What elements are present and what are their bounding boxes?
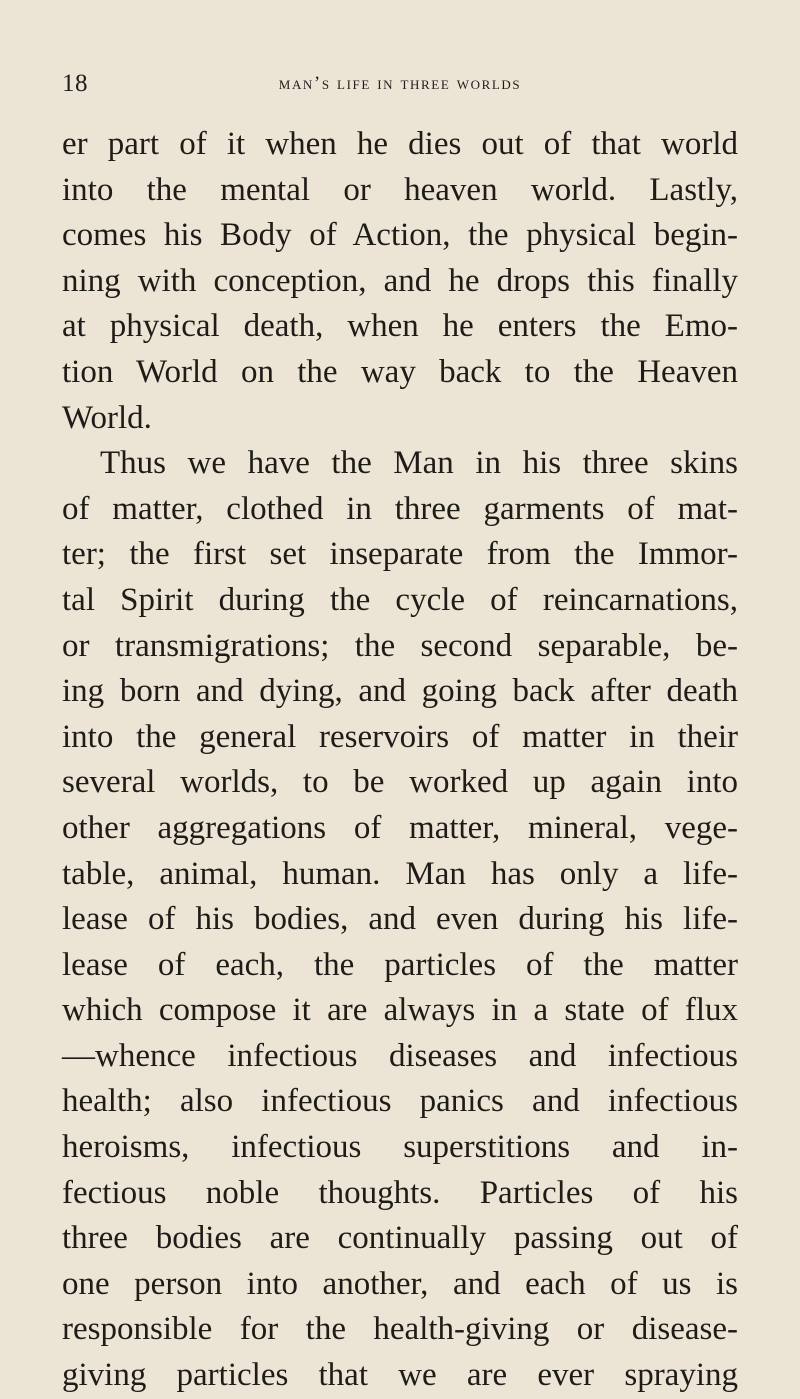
text-line: three bodies are continually passing out of bbox=[62, 1220, 738, 1257]
text-line: ter; the first set inseparate from the Immor- bbox=[62, 536, 738, 573]
text-line: comes his Body of Action, the physical begin- bbox=[62, 217, 738, 254]
text-line: responsible for the health-giving or disease- bbox=[62, 1311, 738, 1348]
text-line: ning with conception, and he drops this finally bbox=[62, 262, 738, 299]
text-line: into the mental or heaven world. Lastly, bbox=[62, 171, 738, 208]
text-line: tion World on the way back to the Heaven bbox=[62, 353, 738, 390]
text-line: table, animal, human. Man has only a life- bbox=[62, 855, 738, 892]
running-title: man’s life in three worlds bbox=[278, 73, 522, 94]
text-line: of matter, clothed in three garments of mat- bbox=[62, 490, 738, 527]
text-line: health; also infectious panics and infectious bbox=[62, 1083, 738, 1120]
text-line: giving particles that we are ever spraying bbox=[62, 1357, 738, 1394]
text-line: or transmigrations; the second separable, be- bbox=[62, 627, 738, 664]
text-line: er part of it when he dies out of that world bbox=[62, 126, 738, 162]
text-line: several worlds, to be worked up again into bbox=[62, 764, 738, 801]
text-line: other aggregations of matter, mineral, vege- bbox=[62, 809, 738, 846]
text-line: one person into another, and each of us is bbox=[62, 1265, 738, 1302]
body-text bbox=[62, 122, 738, 1399]
paragraph-start-line: Thus we have the Man in his three skins bbox=[100, 445, 738, 482]
text-line: World. bbox=[62, 399, 152, 436]
text-line: heroisms, infectious superstitions and in- bbox=[62, 1129, 738, 1166]
text-line: ing born and dying, and going back after death bbox=[62, 673, 738, 710]
text-line: at physical death, when he enters the Emo- bbox=[62, 308, 738, 345]
text-line: into the general reservoirs of matter in their bbox=[62, 718, 738, 755]
page-number: 18 bbox=[62, 70, 88, 97]
text-line: lease of each, the particles of the matter bbox=[62, 946, 738, 983]
text-line: tal Spirit during the cycle of reincarnations, bbox=[62, 581, 738, 618]
text-line: fectious noble thoughts. Particles of his bbox=[62, 1174, 738, 1211]
text-line: —whence infectious diseases and infectious bbox=[62, 1037, 738, 1074]
text-line: lease of his bodies, and even during his life- bbox=[62, 901, 738, 938]
text-line: which compose it are always in a state of flux bbox=[62, 992, 738, 1029]
running-head bbox=[62, 70, 738, 100]
